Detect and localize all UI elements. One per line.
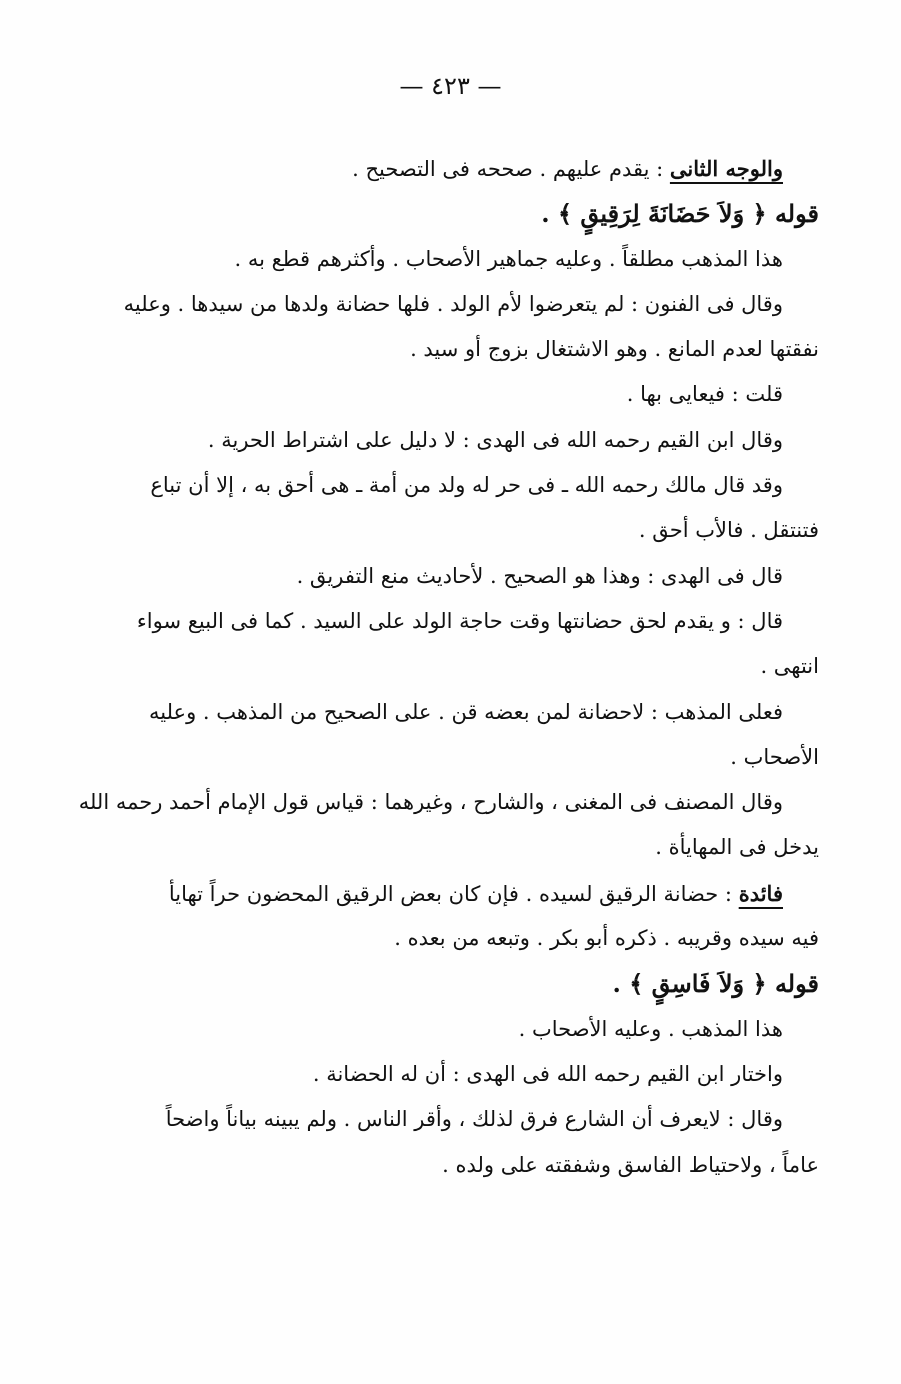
text-line: [179, 146, 819, 191]
text-line: قال فى الهدى : وهذا هو الصحيح . لأحاديث منع التفريق .: [296, 563, 783, 588]
heading-lead: قوله: [774, 969, 819, 999]
line-text: : يقدم عليهم . صححه فى التصحيح .: [352, 157, 664, 181]
section-lead: والوجه الثانى: [669, 156, 783, 181]
text-line: هذا المذهب . وعليه الأصحاب .: [518, 1016, 783, 1041]
text-line: هذا المذهب مطلقاً . وعليه جماهير الأصحاب . وأكثرهم قطع به .: [234, 246, 783, 271]
line-text: : حضانة الرقيق لسيده . فإن كان بعض الرقيق المحضون حراً تهايأ: [168, 881, 732, 906]
heading-line: [179, 191, 819, 236]
heading-end: .: [541, 199, 550, 229]
text-line: فتنتقل . فالأب أحق .: [638, 518, 819, 543]
page-body: [78, 146, 819, 1188]
text-line: واختار ابن القيم رحمه الله فى الهدى : أن له الحضانة .: [312, 1061, 783, 1086]
quoted-text: ﴿ وَلاَ فَاسِقٍ ﴾: [629, 969, 767, 999]
text-line: يدخل فى المهايأة .: [655, 835, 819, 860]
text-line: عاماً ، ولاحتياط الفاسق وشفقته على ولده .: [442, 1152, 819, 1177]
heading-end: .: [612, 969, 621, 999]
text-line: [168, 871, 819, 916]
text-line: وقال ابن القيم رحمه الله فى الهدى : لا دليل على اشتراط الحرية .: [207, 427, 783, 452]
text-line: وقال : لايعرف أن الشارع فرق لذلك ، وأقر الناس . ولم يبينه بياناً واضحاً: [165, 1107, 783, 1132]
page-number: — ٤٢٣ —: [399, 72, 502, 100]
heading-lead: قوله: [774, 199, 819, 229]
text-line: انتهى .: [760, 654, 819, 679]
heading-line: [179, 961, 819, 1006]
text-line: فعلى المذهب : لاحضانة لمن بعضه قن . على الصحيح من المذهب . وعليه: [148, 699, 783, 724]
note-lead: فائدة: [738, 880, 783, 906]
text-line: فيه سيده وقريبه . ذكره أبو بكر . وتبعه من بعده .: [394, 926, 819, 951]
text-line: وقال فى الفنون : لم يتعرضوا لأم الولد . فلها حضانة ولدها من سيدها . وعليه: [123, 291, 783, 316]
text-line: قلت : فيعايى بها .: [626, 382, 783, 407]
text-line: الأصحاب .: [730, 744, 819, 769]
text-line: قال : و يقدم لحق حضانتها وقت حاجة الولد على السيد . كما فى البيع سواء: [136, 608, 783, 633]
text-line: نفقتها لعدم المانع . وهو الاشتغال بزوج أو سيد .: [410, 337, 819, 362]
text-line: وقال المصنف فى المغنى ، والشارح ، وغيرهما : قياس قول الإمام أحمد رحمه الله: [78, 790, 783, 815]
text-line: وقد قال مالك رحمه الله ـ فى حر له ولد من أمة ـ هى أحق به ، إلا أن تباع: [150, 473, 783, 498]
quoted-text: ﴿ وَلاَ حَضَانَةَ لِرَقِيقٍ ﴾: [557, 199, 767, 229]
